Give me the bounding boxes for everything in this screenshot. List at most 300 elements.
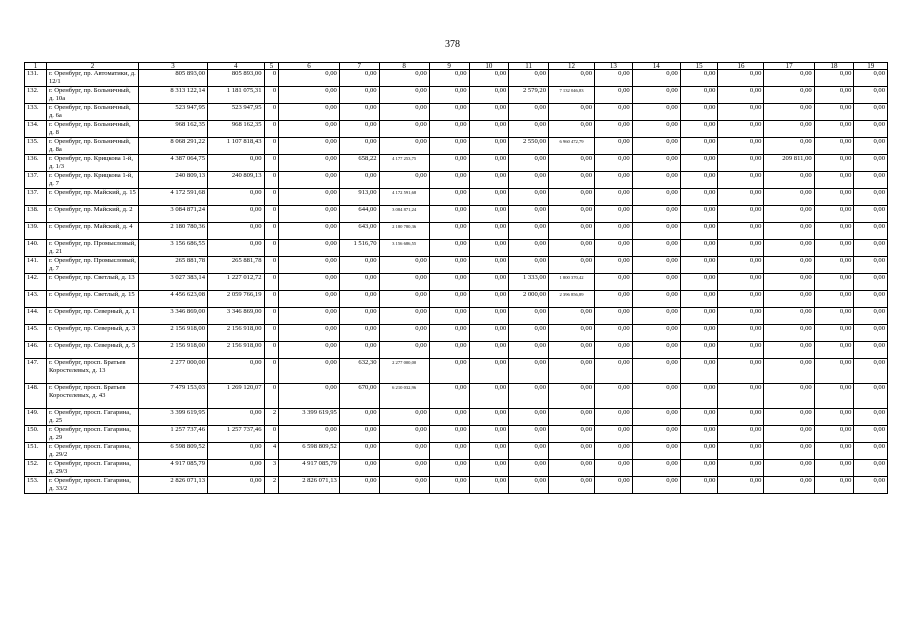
value-cell: 0,00: [814, 426, 854, 443]
value-cell: 0,00: [469, 70, 509, 87]
value-cell: 0,00: [379, 257, 429, 274]
address-cell: г. Оренбург, пр. Больничный, д. 8: [46, 121, 138, 138]
value-cell: 2: [264, 477, 279, 494]
value-cell: 0,00: [680, 257, 718, 274]
value-cell: 0,00: [632, 308, 680, 325]
value-cell: 0,00: [279, 87, 340, 104]
value-cell: 1 257 737,46: [208, 426, 264, 443]
value-cell: 0,00: [509, 121, 549, 138]
value-cell: 0,00: [764, 274, 814, 291]
value-cell: 0,00: [854, 342, 888, 359]
value-cell: 0,00: [339, 172, 379, 189]
value-cell: 0,00: [718, 342, 764, 359]
value-cell: 6 598 809,52: [139, 443, 208, 460]
column-header: 13: [595, 63, 633, 70]
row-number-cell: 134.: [25, 121, 47, 138]
value-cell: 0,00: [680, 308, 718, 325]
value-cell: 0,00: [680, 291, 718, 308]
value-cell: 0,00: [208, 477, 264, 494]
value-cell: 523 947,95: [139, 104, 208, 121]
table-row: [25, 189, 888, 206]
value-cell: 0,00: [854, 121, 888, 138]
value-cell: 0,00: [208, 155, 264, 172]
value-cell: 913,00: [339, 189, 379, 206]
value-cell: 0: [264, 342, 279, 359]
value-cell: 0,00: [379, 138, 429, 155]
value-cell: 632,30: [339, 359, 379, 384]
value-cell: 0: [264, 426, 279, 443]
table-row: [25, 257, 888, 274]
column-header: 18: [814, 63, 854, 70]
value-cell: 0,00: [718, 308, 764, 325]
value-cell: 0: [264, 384, 279, 409]
value-cell: 0,00: [429, 384, 469, 409]
value-cell: 0,00: [764, 172, 814, 189]
value-cell: 0,00: [279, 426, 340, 443]
value-cell: 0,00: [429, 189, 469, 206]
value-cell: 0,00: [718, 325, 764, 342]
value-cell: 0,00: [854, 409, 888, 426]
value-cell: 0,00: [764, 443, 814, 460]
value-cell: 0,00: [429, 223, 469, 240]
value-cell: 0,00: [469, 308, 509, 325]
value-cell: 0,00: [854, 172, 888, 189]
value-cell: 0,00: [429, 359, 469, 384]
value-cell: 0,00: [549, 121, 595, 138]
value-cell: 0,00: [429, 104, 469, 121]
value-cell: 0,00: [814, 477, 854, 494]
table-row: [25, 409, 888, 426]
value-cell: 0,00: [632, 291, 680, 308]
report-table: [24, 62, 888, 494]
value-cell: 0,00: [509, 460, 549, 477]
value-cell: 0,00: [509, 223, 549, 240]
value-cell: 0,00: [549, 206, 595, 223]
value-cell: 0,00: [764, 138, 814, 155]
value-cell: 0,00: [549, 308, 595, 325]
value-cell: 0,00: [509, 342, 549, 359]
value-cell: 3 027 383,14: [139, 274, 208, 291]
value-cell: 4: [264, 443, 279, 460]
value-cell: 0,00: [595, 223, 633, 240]
value-cell: 2 156 918,00: [208, 342, 264, 359]
value-cell: 0,00: [279, 70, 340, 87]
value-cell: 0,00: [595, 325, 633, 342]
address-cell: г. Оренбург, пр. Больничный, д. 8а: [46, 138, 138, 155]
value-cell: 0,00: [549, 223, 595, 240]
value-cell: 1 257 737,46: [139, 426, 208, 443]
value-cell: 0,00: [279, 359, 340, 384]
value-cell: 0,00: [429, 460, 469, 477]
value-cell: 0,00: [854, 460, 888, 477]
value-cell: 1 181 075,31: [208, 87, 264, 104]
value-cell: 0,00: [680, 104, 718, 121]
column-header: 9: [429, 63, 469, 70]
address-cell: г. Оренбург, пр. Больничный, д. 10а: [46, 87, 138, 104]
value-cell: 0,00: [814, 460, 854, 477]
value-cell: 0,00: [854, 359, 888, 384]
value-cell: 0,00: [764, 70, 814, 87]
value-cell: 0,00: [339, 87, 379, 104]
column-header: 12: [549, 63, 595, 70]
value-cell: 0,00: [814, 223, 854, 240]
value-cell: 0,00: [595, 384, 633, 409]
address-cell: г. Оренбург, пр. Больничный, д. 6а: [46, 104, 138, 121]
value-cell: 0,00: [279, 291, 340, 308]
value-cell: 7 479 153,03: [139, 384, 208, 409]
value-cell: 0,00: [469, 477, 509, 494]
value-cell: 0,00: [379, 342, 429, 359]
value-cell: 0,00: [379, 460, 429, 477]
value-cell: 0,00: [854, 443, 888, 460]
value-cell: 2 059 766,19: [208, 291, 264, 308]
value-cell: 0,00: [429, 477, 469, 494]
value-cell: 3 156 686,55: [379, 240, 429, 257]
value-cell: 0,00: [814, 291, 854, 308]
column-header: 14: [632, 63, 680, 70]
value-cell: 0,00: [429, 172, 469, 189]
value-cell: 4 917 085,79: [279, 460, 340, 477]
value-cell: 0,00: [549, 257, 595, 274]
value-cell: 0,00: [279, 308, 340, 325]
value-cell: 0,00: [718, 70, 764, 87]
address-cell: г. Оренбург, пр. Крицкова 1-й, д. 1/3: [46, 155, 138, 172]
page-number: 378: [445, 39, 460, 50]
row-number-cell: 143.: [25, 291, 47, 308]
value-cell: 0,00: [279, 104, 340, 121]
value-cell: 0,00: [469, 443, 509, 460]
value-cell: 0,00: [680, 70, 718, 87]
value-cell: 0,00: [429, 291, 469, 308]
row-number-cell: 137.: [25, 189, 47, 206]
value-cell: 0,00: [339, 460, 379, 477]
value-cell: 0,00: [814, 274, 854, 291]
value-cell: 0,00: [379, 87, 429, 104]
value-cell: 0,00: [764, 189, 814, 206]
value-cell: 0,00: [632, 384, 680, 409]
value-cell: 0,00: [339, 291, 379, 308]
table-row: [25, 70, 888, 87]
value-cell: 0,00: [549, 384, 595, 409]
value-cell: 0,00: [379, 70, 429, 87]
value-cell: 6 598 809,52: [279, 443, 340, 460]
value-cell: 4 177 253,75: [379, 155, 429, 172]
value-cell: 0,00: [680, 189, 718, 206]
table-row: [25, 206, 888, 223]
value-cell: 0,00: [764, 291, 814, 308]
value-cell: 0,00: [469, 206, 509, 223]
value-cell: 0,00: [595, 87, 633, 104]
value-cell: 0,00: [379, 409, 429, 426]
row-number-cell: 152.: [25, 460, 47, 477]
value-cell: 0,00: [509, 70, 549, 87]
value-cell: 0,00: [509, 359, 549, 384]
value-cell: 0,00: [595, 443, 633, 460]
value-cell: 3 346 869,00: [208, 308, 264, 325]
value-cell: 3 084 871,24: [139, 206, 208, 223]
value-cell: 0,00: [718, 189, 764, 206]
value-cell: 0,00: [718, 359, 764, 384]
value-cell: 0,00: [632, 155, 680, 172]
value-cell: 0,00: [814, 189, 854, 206]
value-cell: 0,00: [680, 409, 718, 426]
value-cell: 0,00: [595, 189, 633, 206]
value-cell: 0,00: [814, 138, 854, 155]
row-number-cell: 144.: [25, 308, 47, 325]
value-cell: 0,00: [279, 172, 340, 189]
value-cell: 0,00: [854, 138, 888, 155]
value-cell: 2 550,00: [509, 138, 549, 155]
value-cell: 0,00: [279, 206, 340, 223]
value-cell: 0,00: [632, 223, 680, 240]
address-cell: г. Оренбург, пр. Автоматики, д. 12/1: [46, 70, 138, 87]
value-cell: 0,00: [279, 325, 340, 342]
value-cell: 0,00: [429, 87, 469, 104]
value-cell: 0,00: [680, 359, 718, 384]
table-row: [25, 172, 888, 189]
column-header: 17: [764, 63, 814, 70]
value-cell: 0,00: [595, 342, 633, 359]
value-cell: 0,00: [764, 206, 814, 223]
table-header: [25, 63, 888, 70]
value-cell: 0,00: [339, 443, 379, 460]
column-header: 15: [680, 63, 718, 70]
value-cell: 1 227 012,72: [208, 274, 264, 291]
address-cell: г. Оренбург, пр. Майский, д. 15: [46, 189, 138, 206]
value-cell: 0,00: [632, 359, 680, 384]
value-cell: 0,00: [632, 342, 680, 359]
value-cell: 0,00: [339, 477, 379, 494]
value-cell: 968 162,35: [139, 121, 208, 138]
value-cell: 0,00: [469, 240, 509, 257]
row-number-cell: 136.: [25, 155, 47, 172]
value-cell: 0,00: [339, 138, 379, 155]
value-cell: 0,00: [814, 257, 854, 274]
row-number-cell: 148.: [25, 384, 47, 409]
address-cell: г. Оренбург, просп. Гагарина, д. 25: [46, 409, 138, 426]
value-cell: 0: [264, 189, 279, 206]
value-cell: 0,00: [509, 325, 549, 342]
value-cell: 0,00: [718, 274, 764, 291]
column-header: 3: [139, 63, 208, 70]
table-row: [25, 477, 888, 494]
value-cell: 3: [264, 460, 279, 477]
value-cell: 0,00: [718, 138, 764, 155]
address-cell: г. Оренбург, пр. Северный, д. 3: [46, 325, 138, 342]
value-cell: 0,00: [379, 291, 429, 308]
row-number-cell: 133.: [25, 104, 47, 121]
value-cell: 0,00: [680, 460, 718, 477]
table-row: [25, 291, 888, 308]
value-cell: 0,00: [814, 342, 854, 359]
value-cell: 0: [264, 359, 279, 384]
value-cell: 0,00: [814, 121, 854, 138]
address-cell: г. Оренбург, пр. Крицкова 1-й, д. 7: [46, 172, 138, 189]
value-cell: 0: [264, 291, 279, 308]
value-cell: 0,00: [632, 257, 680, 274]
value-cell: 0,00: [429, 257, 469, 274]
value-cell: 4 917 085,79: [139, 460, 208, 477]
value-cell: 0,00: [469, 409, 509, 426]
value-cell: 2: [264, 409, 279, 426]
table-row: [25, 223, 888, 240]
address-cell: г. Оренбург, просп. Гагарина, д. 29/2: [46, 443, 138, 460]
value-cell: 0,00: [718, 206, 764, 223]
value-cell: 0,00: [469, 325, 509, 342]
value-cell: 0,00: [549, 443, 595, 460]
value-cell: 0,00: [854, 274, 888, 291]
value-cell: 0,00: [854, 70, 888, 87]
value-cell: 3 156 686,55: [139, 240, 208, 257]
value-cell: 805 893,00: [208, 70, 264, 87]
value-cell: 0,00: [814, 104, 854, 121]
row-number-cell: 138.: [25, 206, 47, 223]
value-cell: 0,00: [429, 70, 469, 87]
value-cell: 2 277 000,00: [139, 359, 208, 384]
value-cell: 0,00: [469, 104, 509, 121]
value-cell: 2 156 918,00: [139, 342, 208, 359]
value-cell: 1 107 818,43: [208, 138, 264, 155]
value-cell: 0,00: [509, 206, 549, 223]
value-cell: 0,00: [549, 155, 595, 172]
value-cell: 0: [264, 155, 279, 172]
row-number-cell: 145.: [25, 325, 47, 342]
column-header: 5: [264, 63, 279, 70]
value-cell: 0,00: [764, 384, 814, 409]
value-cell: 0,00: [595, 274, 633, 291]
value-cell: 0,00: [279, 342, 340, 359]
value-cell: 0,00: [632, 240, 680, 257]
row-number-cell: 141.: [25, 257, 47, 274]
value-cell: 0,00: [764, 460, 814, 477]
row-number-cell: 131.: [25, 70, 47, 87]
column-header: 10: [469, 63, 509, 70]
value-cell: 0,00: [509, 189, 549, 206]
value-cell: 0,00: [632, 460, 680, 477]
value-cell: 0,00: [632, 274, 680, 291]
value-cell: 6 960 472,79: [549, 138, 595, 155]
column-header: 6: [279, 63, 340, 70]
value-cell: 0,00: [469, 291, 509, 308]
value-cell: 0,00: [469, 460, 509, 477]
column-header: 4: [208, 63, 264, 70]
value-cell: 8 313 122,14: [139, 87, 208, 104]
table-row: [25, 384, 888, 409]
column-header: 2: [46, 63, 138, 70]
value-cell: 0,00: [764, 223, 814, 240]
value-cell: 0,00: [680, 223, 718, 240]
value-cell: 0,00: [595, 70, 633, 87]
value-cell: 0: [264, 274, 279, 291]
value-cell: 0,00: [764, 359, 814, 384]
value-cell: 0,00: [595, 138, 633, 155]
row-number-cell: 132.: [25, 87, 47, 104]
value-cell: 0,00: [814, 409, 854, 426]
value-cell: 3 084 871,24: [379, 206, 429, 223]
value-cell: 0,00: [854, 291, 888, 308]
value-cell: 0,00: [680, 121, 718, 138]
table-row: [25, 155, 888, 172]
value-cell: 0,00: [469, 342, 509, 359]
value-cell: 0,00: [339, 342, 379, 359]
row-number-cell: 149.: [25, 409, 47, 426]
value-cell: 0,00: [595, 359, 633, 384]
value-cell: 0,00: [279, 257, 340, 274]
table-row: [25, 460, 888, 477]
value-cell: 0,00: [764, 104, 814, 121]
value-cell: 0,00: [429, 426, 469, 443]
value-cell: 265 881,78: [208, 257, 264, 274]
value-cell: 0,00: [718, 477, 764, 494]
row-number-cell: 147.: [25, 359, 47, 384]
value-cell: 0,00: [764, 409, 814, 426]
row-number-cell: 139.: [25, 223, 47, 240]
value-cell: 0,00: [208, 240, 264, 257]
table-row: [25, 325, 888, 342]
value-cell: 0,00: [379, 443, 429, 460]
value-cell: 0,00: [509, 409, 549, 426]
table-row: [25, 359, 888, 384]
value-cell: 0,00: [632, 443, 680, 460]
value-cell: 0,00: [549, 426, 595, 443]
column-header: 8: [379, 63, 429, 70]
value-cell: 0,00: [854, 206, 888, 223]
value-cell: 0,00: [379, 121, 429, 138]
value-cell: 0,00: [379, 426, 429, 443]
value-cell: 0,00: [208, 460, 264, 477]
column-header: 1: [25, 63, 47, 70]
value-cell: 0,00: [680, 274, 718, 291]
value-cell: 0,00: [595, 409, 633, 426]
value-cell: 0,00: [854, 155, 888, 172]
value-cell: 0,00: [854, 308, 888, 325]
value-cell: 0,00: [339, 308, 379, 325]
value-cell: 0,00: [549, 172, 595, 189]
value-cell: 0,00: [854, 257, 888, 274]
value-cell: 0,00: [764, 257, 814, 274]
value-cell: 0,00: [764, 308, 814, 325]
value-cell: 2 156 918,00: [139, 325, 208, 342]
value-cell: 0,00: [718, 155, 764, 172]
value-cell: 0,00: [632, 189, 680, 206]
value-cell: 0,00: [379, 172, 429, 189]
value-cell: 0,00: [208, 409, 264, 426]
value-cell: 0,00: [718, 104, 764, 121]
value-cell: 2 579,20: [509, 87, 549, 104]
value-cell: 0,00: [549, 70, 595, 87]
value-cell: 7 132 046,83: [549, 87, 595, 104]
value-cell: 0,00: [509, 104, 549, 121]
value-cell: 658,22: [339, 155, 379, 172]
value-cell: 0,00: [279, 121, 340, 138]
value-cell: 265 881,78: [139, 257, 208, 274]
value-cell: 0,00: [680, 87, 718, 104]
value-cell: 0,00: [814, 87, 854, 104]
value-cell: 0,00: [718, 223, 764, 240]
value-cell: 0,00: [509, 477, 549, 494]
table-row: [25, 308, 888, 325]
row-number-cell: 150.: [25, 426, 47, 443]
row-number-cell: 146.: [25, 342, 47, 359]
row-number-cell: 135.: [25, 138, 47, 155]
value-cell: 0,00: [814, 384, 854, 409]
value-cell: 0,00: [595, 460, 633, 477]
value-cell: 0,00: [632, 104, 680, 121]
value-cell: 0,00: [469, 87, 509, 104]
value-cell: 0,00: [549, 104, 595, 121]
value-cell: 0,00: [595, 291, 633, 308]
value-cell: 0,00: [429, 342, 469, 359]
